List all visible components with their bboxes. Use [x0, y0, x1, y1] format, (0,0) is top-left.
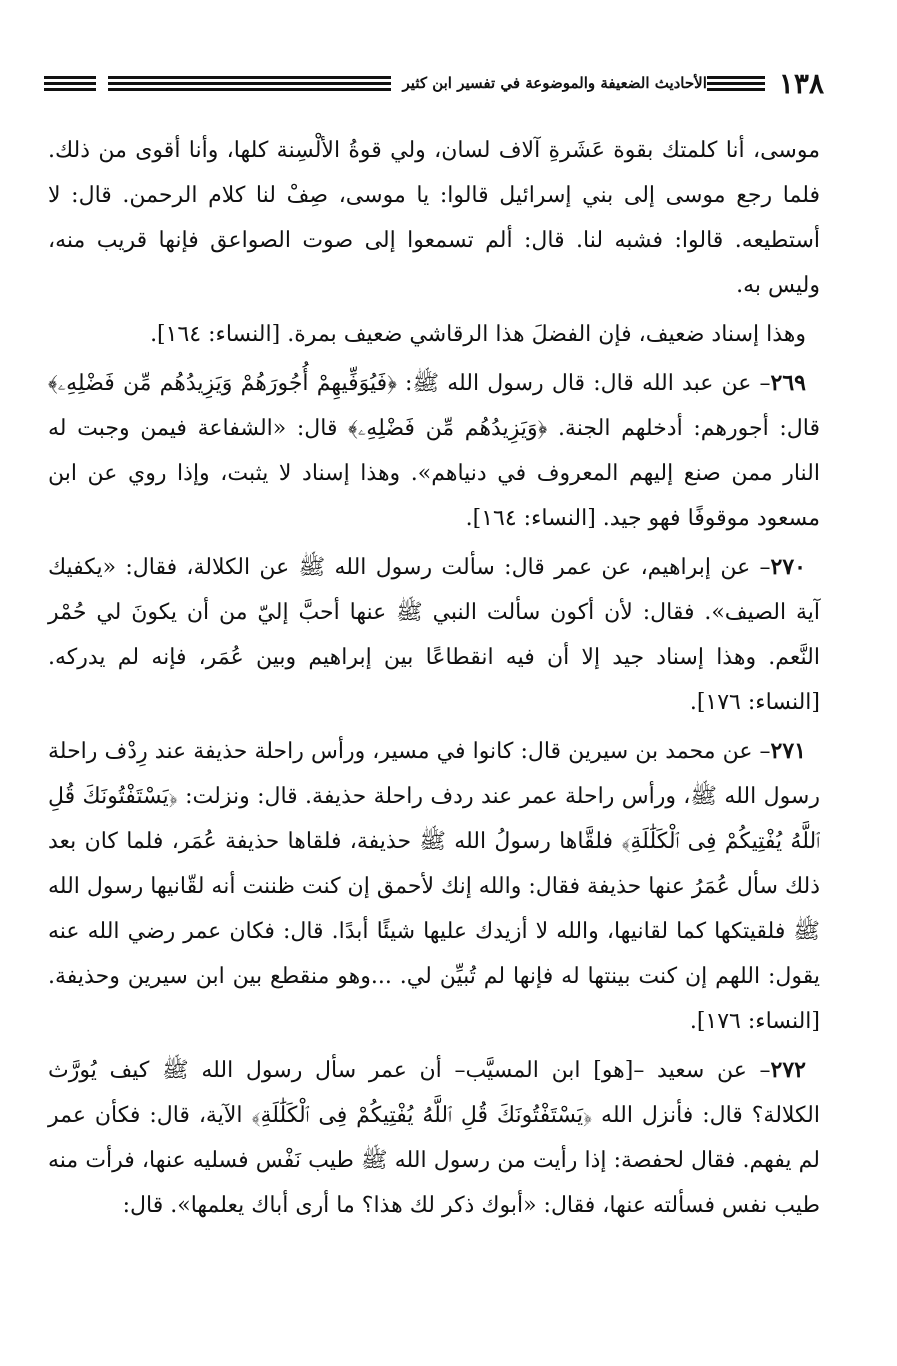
- hadith-271: [48, 729, 820, 1044]
- hadith-text: – عن محمد بن سيرين قال: كانوا في مسير، ورأس راحلة حذيفة عند رِدْف راحلة رسول الله ﷺ، ورأس راحلة عمر عند ردف راحلة حذيفة. قال: ونزلت: ﴿يَسْتَفْتُونَكَ قُلِ ٱللَّهُ يُفْتِيكُمْ فِى ٱلْكَلَٰلَةِ﴾ فلقَّاها رسولُ الله ﷺ حذيفة، فلقاها حذيفة عُمَر، فلما كان بعد ذلك سأل عُمَرُ عنها حذيفة فقال: والله إنك لأحمق إن كنت ظننت أنه لقّانيها رسول الله ﷺ فلقيتكها كما لقانيها، والله لا أزيدك عليها شيئًا أبدًا. قال: فكان عمر رضي الله عنه يقول: اللهم إن كنت بينتها له فإنها لم تُبيِّن لي. ...وهو منقطع بين ابن سيرين وحذيفة. [النساء: ١٧٦].: [48, 739, 820, 1034]
- paragraph-text: موسى، أنا كلمتك بقوة عَشَرةِ آلاف لسان، ولي قوةُ الألْسِنة كلها، وأنا أقوى من ذلك. فلما رجع موسى إلى بني إسرائيل قالوا: يا موسى، صِفْ لنا كلام الرحمن. قال: لا أستطيعه. قالوا: فشبه لنا. قال: ألم تسمعوا إلى صوت الصواعق فإنها قريب منه، وليس به.: [48, 138, 820, 298]
- hadith-text: – عن سعيد –[هو] ابن المسيَّب– أن عمر سأل رسول الله ﷺ كيف يُورَّث الكلالة؟ قال: فأنزل الله ﴿يَسْتَفْتُونَكَ قُلِ ٱللَّهُ يُفْتِيكُمْ فِى ٱلْكَلَٰلَةِ﴾ الآية، قال: فكأن عمر لم يفهم. فقال لحفصة: إذا رأيت من رسول الله ﷺ طيب نَفْس فسليه عنها، فرأت منه طيب نفس فسألته عنها، فقال: «أبوك ذكر لك هذا؟ ما أرى أباك يعلمها». قال:: [48, 1058, 820, 1218]
- hadith-text: – عن عبد الله قال: قال رسول الله ﷺ: ﴿فَيُوَفِّيهِمْ أُجُورَهُمْ وَيَزِيدُهُم مِّن فَضْلِهِۦ﴾ قال: أجورهم: أدخلهم الجنة. ﴿وَيَزِيدُهُم مِّن فَضْلِهِۦ﴾ قال: «الشفاعة فيمن وجبت له النار ممن صنع إليهم المعروف في دنياهم». وهذا إسناد لا يثبت، وإذا روي عن ابن مسعود موقوفًا فهو جيد. [النساء: ١٦٤].: [48, 371, 820, 531]
- page-body: [48, 128, 820, 1228]
- page-number: ١٣٨: [778, 66, 824, 100]
- hadith-270: [48, 545, 820, 725]
- hadith-number: ٢٧١: [770, 738, 806, 764]
- hadith-number: ٢٦٩: [770, 370, 806, 396]
- hadith-number: ٢٧٢: [770, 1057, 806, 1083]
- header-rule-middle: [108, 76, 391, 91]
- paragraph-commentary: [48, 312, 820, 357]
- hadith-text: – عن إبراهيم، عن عمر قال: سألت رسول الله ﷺ عن الكلالة، فقال: «يكفيك آية الصيف». فقال: لأن أكون سألت النبي ﷺ عنها أحبَّ إليّ من أن يكونَ لي حُمْر النَّعم. وهذا إسناد جيد إلا أن فيه انقطاعًا بين إبراهيم وبين عُمَر، فإنه لم يدركه. [النساء: ١٧٦].: [48, 555, 820, 715]
- page-header: [44, 66, 824, 100]
- header-rule-right: [707, 76, 765, 91]
- hadith-269: [48, 361, 820, 541]
- paragraph-continuation: [48, 128, 820, 308]
- hadith-number: ٢٧٠: [770, 554, 806, 580]
- header-rule-left: [44, 76, 96, 91]
- paragraph-text: وهذا إسناد ضعيف، فإن الفضلَ هذا الرقاشي ضعيف بمرة. [النساء: ١٦٤].: [150, 322, 806, 347]
- hadith-272: [48, 1048, 820, 1228]
- running-title: الأحاديث الضعيفة والموضوعة في تفسير ابن كثير: [402, 74, 707, 92]
